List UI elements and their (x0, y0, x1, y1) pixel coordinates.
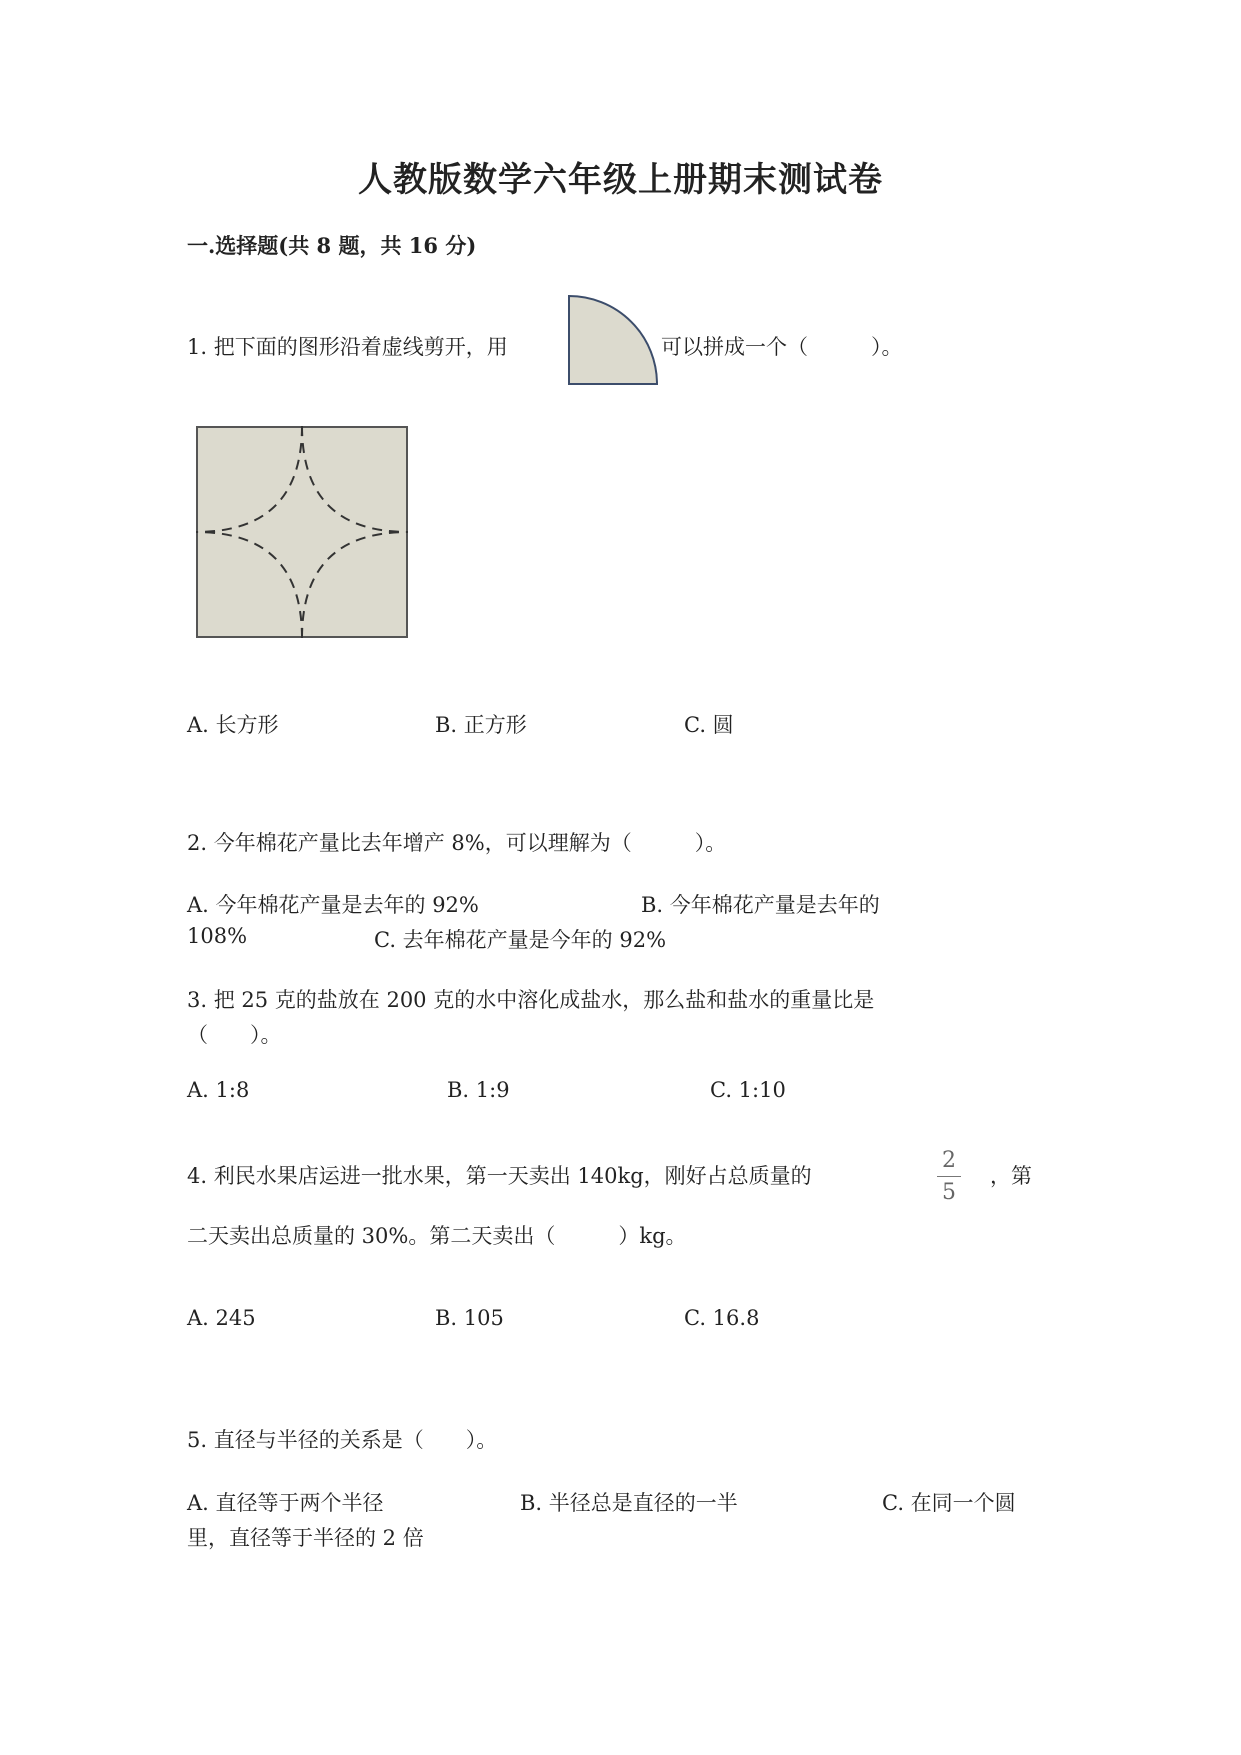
q3-text-line2: （ ）。 (187, 1023, 282, 1047)
q2-option-b: B. 今年棉花产量是去年的 (641, 893, 880, 917)
q5-option-c-cont: 里，直径等于半径的 2 倍 (187, 1526, 424, 1550)
q1-text-after: 可以拼成一个（ ）。 (661, 335, 903, 359)
q3-text-line1: 3. 把 25 克的盐放在 200 克的水中溶化成盐水，那么盐和盐水的重量比是 (187, 988, 875, 1012)
q1-option-b: B. 正方形 (435, 713, 527, 737)
q3-option-b: B. 1:9 (447, 1078, 510, 1102)
q1-text-before: 1. 把下面的图形沿着虚线剪开，用 (187, 335, 508, 359)
q5-option-a: A. 直径等于两个半径 (187, 1491, 384, 1515)
fraction-two-fifths (937, 1148, 961, 1205)
q3-option-c: C. 1:10 (710, 1078, 786, 1102)
q1-option-c: C. 圆 (684, 713, 734, 737)
q3-option-a: A. 1:8 (187, 1078, 250, 1102)
q2-text: 2. 今年棉花产量比去年增产 8%，可以理解为（ ）。 (187, 831, 727, 855)
page-title: 人教版数学六年级上册期末测试卷 (358, 160, 883, 200)
q2-option-c: C. 去年棉花产量是今年的 92% (374, 928, 667, 952)
dashed-square-figure (196, 426, 408, 638)
fraction-bar (937, 1176, 961, 1177)
quarter-circle-figure (567, 294, 662, 386)
fraction-denominator: 5 (942, 1180, 956, 1205)
q2-option-a: A. 今年棉花产量是去年的 92% (187, 893, 479, 917)
fraction-numerator: 2 (942, 1148, 956, 1173)
q4-text-line1-end: ，第 (990, 1164, 1032, 1188)
q4-text-line1: 4. 利民水果店运进一批水果，第一天卖出 140kg，刚好占总质量的 (187, 1164, 812, 1188)
q5-option-b: B. 半径总是直径的一半 (520, 1491, 738, 1515)
q2-option-b-cont: 108% (187, 924, 248, 948)
section-heading: 一.选择题(共 8 题，共 16 分) (187, 233, 477, 258)
q4-option-a: A. 245 (187, 1306, 256, 1330)
q1-option-a: A. 长方形 (187, 713, 279, 737)
q4-option-c: C. 16.8 (684, 1306, 760, 1330)
q5-text: 5. 直径与半径的关系是（ ）。 (187, 1428, 498, 1452)
q4-option-b: B. 105 (435, 1306, 504, 1330)
q4-text-line2: 二天卖出总质量的 30%。第二天卖出（ ）kg。 (187, 1224, 687, 1248)
q5-option-c: C. 在同一个圆 (882, 1491, 1016, 1515)
